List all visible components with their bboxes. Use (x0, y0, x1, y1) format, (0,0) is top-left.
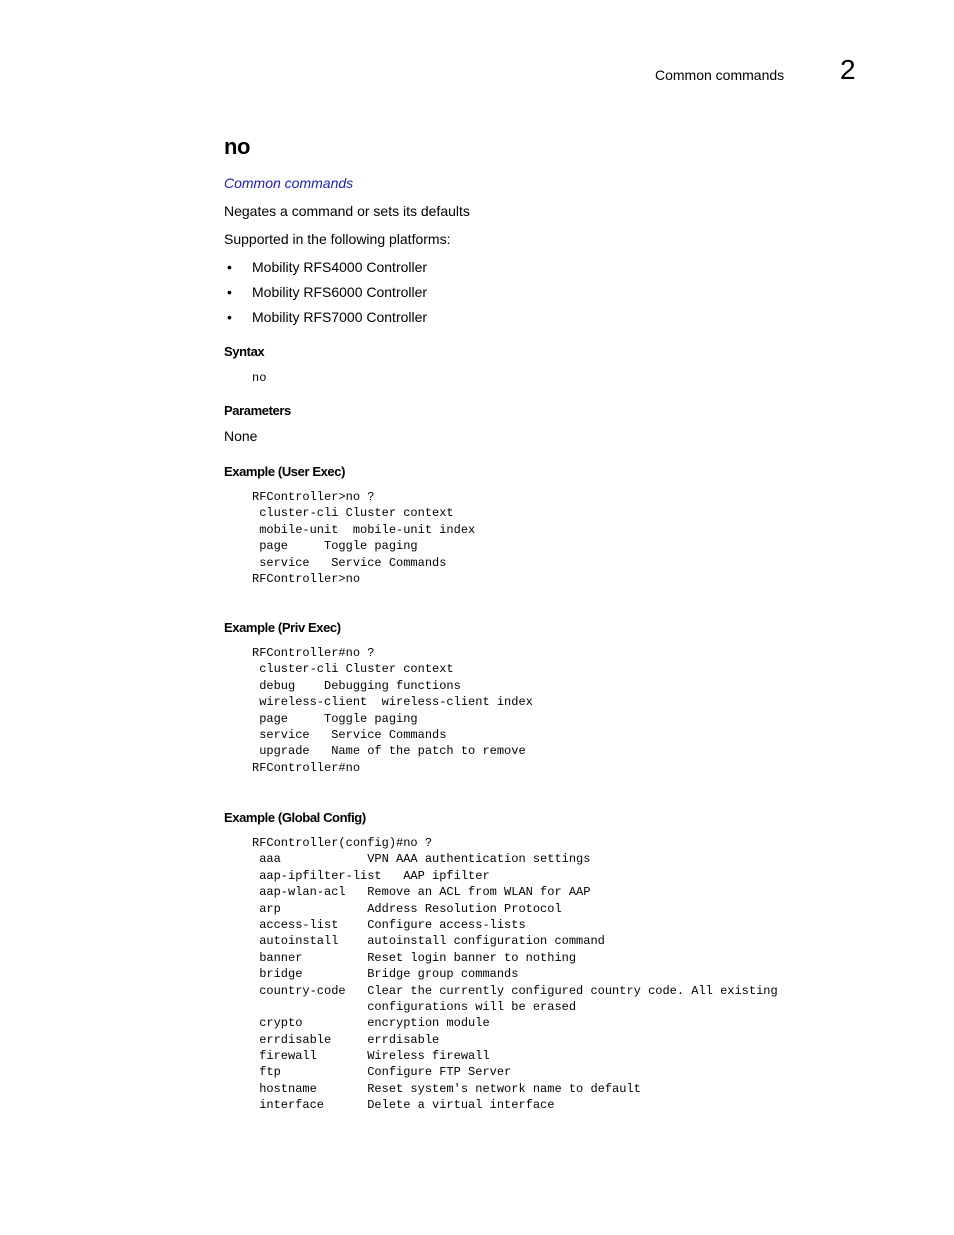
code-line: service Service Commands (252, 727, 447, 742)
code-line: RFController#no ? (252, 646, 375, 660)
code-line: mobile-unit mobile-unit index (252, 522, 476, 537)
code-line: hostname Reset system's network name to default (252, 1081, 641, 1096)
code-line: cluster-cli Cluster context (252, 662, 454, 677)
code-line: interface Delete a virtual interface (252, 1098, 555, 1113)
example-global-config-heading: Example (Global Config) (224, 810, 366, 825)
command-title: no (224, 134, 250, 159)
bullet-icon: • (227, 259, 232, 275)
code-line: crypto encryption module (252, 1016, 490, 1031)
platform-label: Mobility RFS7000 Controller (252, 309, 428, 325)
code-line: arp Address Resolution Protocol (252, 901, 562, 916)
list-item (224, 258, 427, 283)
parameters-value: None (224, 428, 258, 444)
bullet-icon: • (227, 309, 232, 325)
example-priv-exec-code (252, 645, 533, 776)
code-line: RFController(config)#no ? (252, 836, 433, 850)
platform-label: Mobility RFS6000 Controller (252, 284, 428, 300)
syntax-heading: Syntax (224, 344, 265, 359)
code-line: configurations will be erased (252, 999, 577, 1014)
code-line: aap-wlan-acl Remove an ACL from WLAN for AAP (252, 885, 591, 900)
code-line: access-list Configure access-lists (252, 917, 526, 932)
example-user-exec-heading: Example (User Exec) (224, 464, 346, 479)
code-line: RFController>no ? (252, 490, 375, 504)
running-header-title: Common commands (655, 67, 785, 83)
code-line: no (252, 371, 267, 385)
code-line: wireless-client wireless-client index (252, 695, 533, 710)
code-line: service Service Commands (252, 555, 447, 570)
code-line: autoinstall autoinstall configuration command (252, 934, 605, 949)
command-description: Negates a command or sets its defaults (224, 203, 470, 219)
code-line: RFController>no (252, 571, 361, 586)
code-line: upgrade Name of the patch to remove (252, 744, 526, 759)
code-line: page Toggle paging (252, 539, 418, 554)
platform-list (224, 258, 427, 333)
code-line: aap-ipfilter-list AAP ipfilter (252, 868, 490, 883)
parameters-heading: Parameters (224, 403, 291, 418)
bullet-icon: • (227, 284, 232, 300)
example-global-config-code (252, 835, 778, 1114)
list-item (224, 308, 427, 333)
example-priv-exec-heading: Example (Priv Exec) (224, 620, 341, 635)
code-line: debug Debugging functions (252, 678, 461, 693)
code-line: cluster-cli Cluster context (252, 506, 454, 521)
code-line: country-code Clear the currently configured country code. All existing (252, 983, 778, 998)
list-item (224, 283, 427, 308)
code-line: ftp Configure FTP Server (252, 1065, 512, 1080)
code-line: aaa VPN AAA authentication settings (252, 852, 591, 867)
platforms-intro: Supported in the following platforms: (224, 231, 451, 247)
common-commands-link[interactable]: Common commands (224, 175, 354, 191)
code-line: banner Reset login banner to nothing (252, 950, 577, 965)
syntax-code (252, 370, 266, 386)
chapter-number: 2 (840, 54, 856, 85)
code-line: page Toggle paging (252, 711, 418, 726)
platform-label: Mobility RFS4000 Controller (252, 259, 428, 275)
code-line: bridge Bridge group commands (252, 967, 519, 982)
code-line: firewall Wireless firewall (252, 1049, 490, 1064)
code-line: RFController#no (252, 760, 361, 775)
example-user-exec-code (252, 489, 475, 587)
code-line: errdisable errdisable (252, 1032, 440, 1047)
